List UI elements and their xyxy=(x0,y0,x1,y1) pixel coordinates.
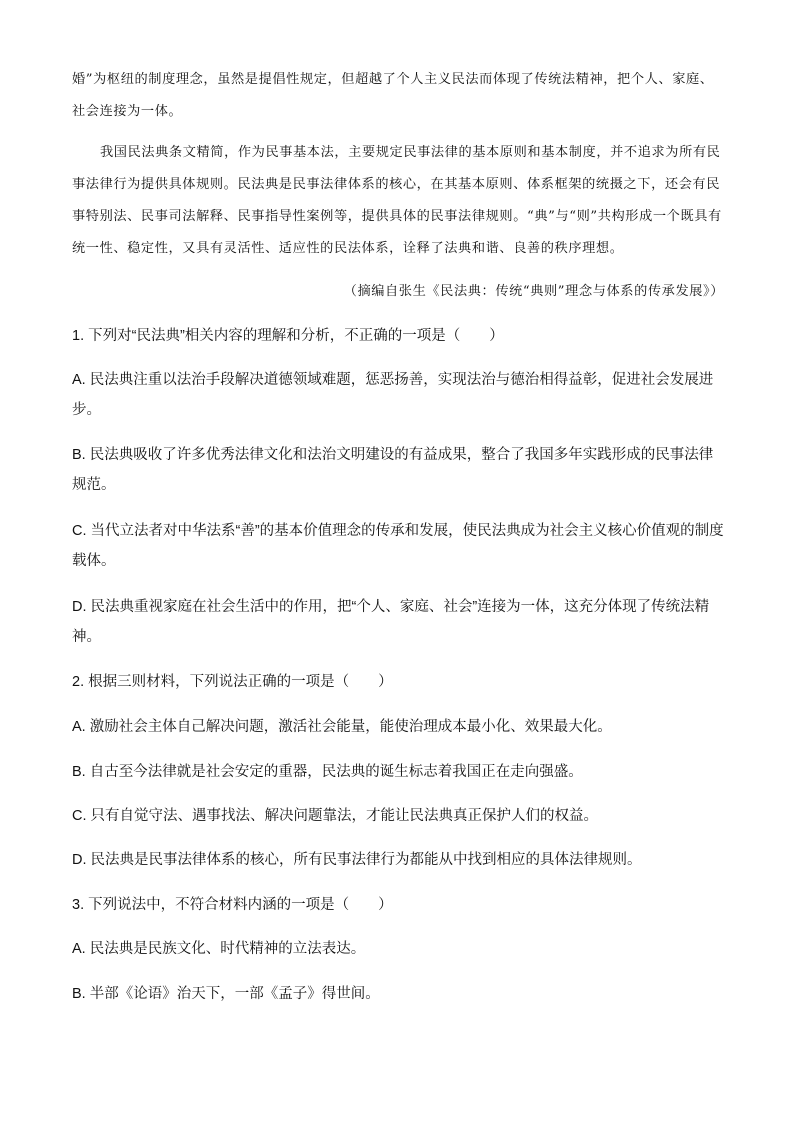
question-2-option-a: A. 激励社会主体自己解决问题，激活社会能量，能使治理成本最小化、效果最大化。 xyxy=(72,719,612,735)
question-2-option-c: C. 只有自觉守法、遇事找法、解决问题靠法，才能让民法典真正保护人们的权益。 xyxy=(72,808,599,824)
question-1-option-b: B. 民法典吸收了许多优秀法律文化和法治文明建设的有益成果，整合了我国多年实践形成的民事法律规范。 xyxy=(72,447,714,493)
question-2-stem: 2. 根据三则材料，下列说法正确的一项是（ ） xyxy=(72,674,393,690)
question-1-option-d: D. 民法典重视家庭在社会生活中的作用，把“个人、家庭、社会”连接为一体，这充分体现了传统法精神。 xyxy=(72,599,710,645)
question-1-stem: 1. 下列对“民法典”相关内容的理解和分析，不正确的一项是（ ） xyxy=(72,328,504,344)
question-1-option-c: C. 当代立法者对中华法系“善”的基本价值理念的传承和发展，使民法典成为社会主义核心价值观的制度载体。 xyxy=(72,523,724,569)
question-3-option-a: A. 民法典是民族文化、时代精神的立法表达。 xyxy=(72,941,366,957)
question-3-stem: 3. 下列说法中，不符合材料内涵的一项是（ ） xyxy=(72,897,393,913)
question-3-option-b: B. 半部《论语》治天下，一部《孟子》得世间。 xyxy=(72,986,380,1002)
question-2-option-d: D. 民法典是民事法律体系的核心，所有民事法律行为都能从中找到相应的具体法律规则。 xyxy=(72,852,642,868)
passage-source: （摘编自张生《民法典：传统“典则”理念与体系的传承发展》） xyxy=(343,284,724,299)
passage-paragraph-2: 我国民法典条文精简，作为民事基本法，主要规定民事法律的基本原则和基本制度，并不追求为所有民事法律行为提供具体规则。民法典是民事法律体系的核心，在其基本原则、体系框架的统摄之下，还会有民事特别法、民事司法解释、民事指导性案例等，提供具体的民事法律规则。“典”与“则”共构形成一个既具有统一性、稳定性，又具有灵活性、适应性的民法体系，诠释了法典和谐、良善的秩序理想。 xyxy=(72,145,722,256)
passage-paragraph-1: 婚”为枢纽的制度理念，虽然是提倡性规定，但超越了个人主义民法而体现了传统法精神，把个人、家庭、社会连接为一体。 xyxy=(72,72,714,119)
question-1-option-a: A. 民法典注重以法治手段解决道德领域难题，惩恶扬善，实现法治与德治相得益彰，促进社会发展进步。 xyxy=(72,372,714,418)
question-2-option-b: B. 自古至今法律就是社会安定的重器，民法典的诞生标志着我国正在走向强盛。 xyxy=(72,764,583,780)
